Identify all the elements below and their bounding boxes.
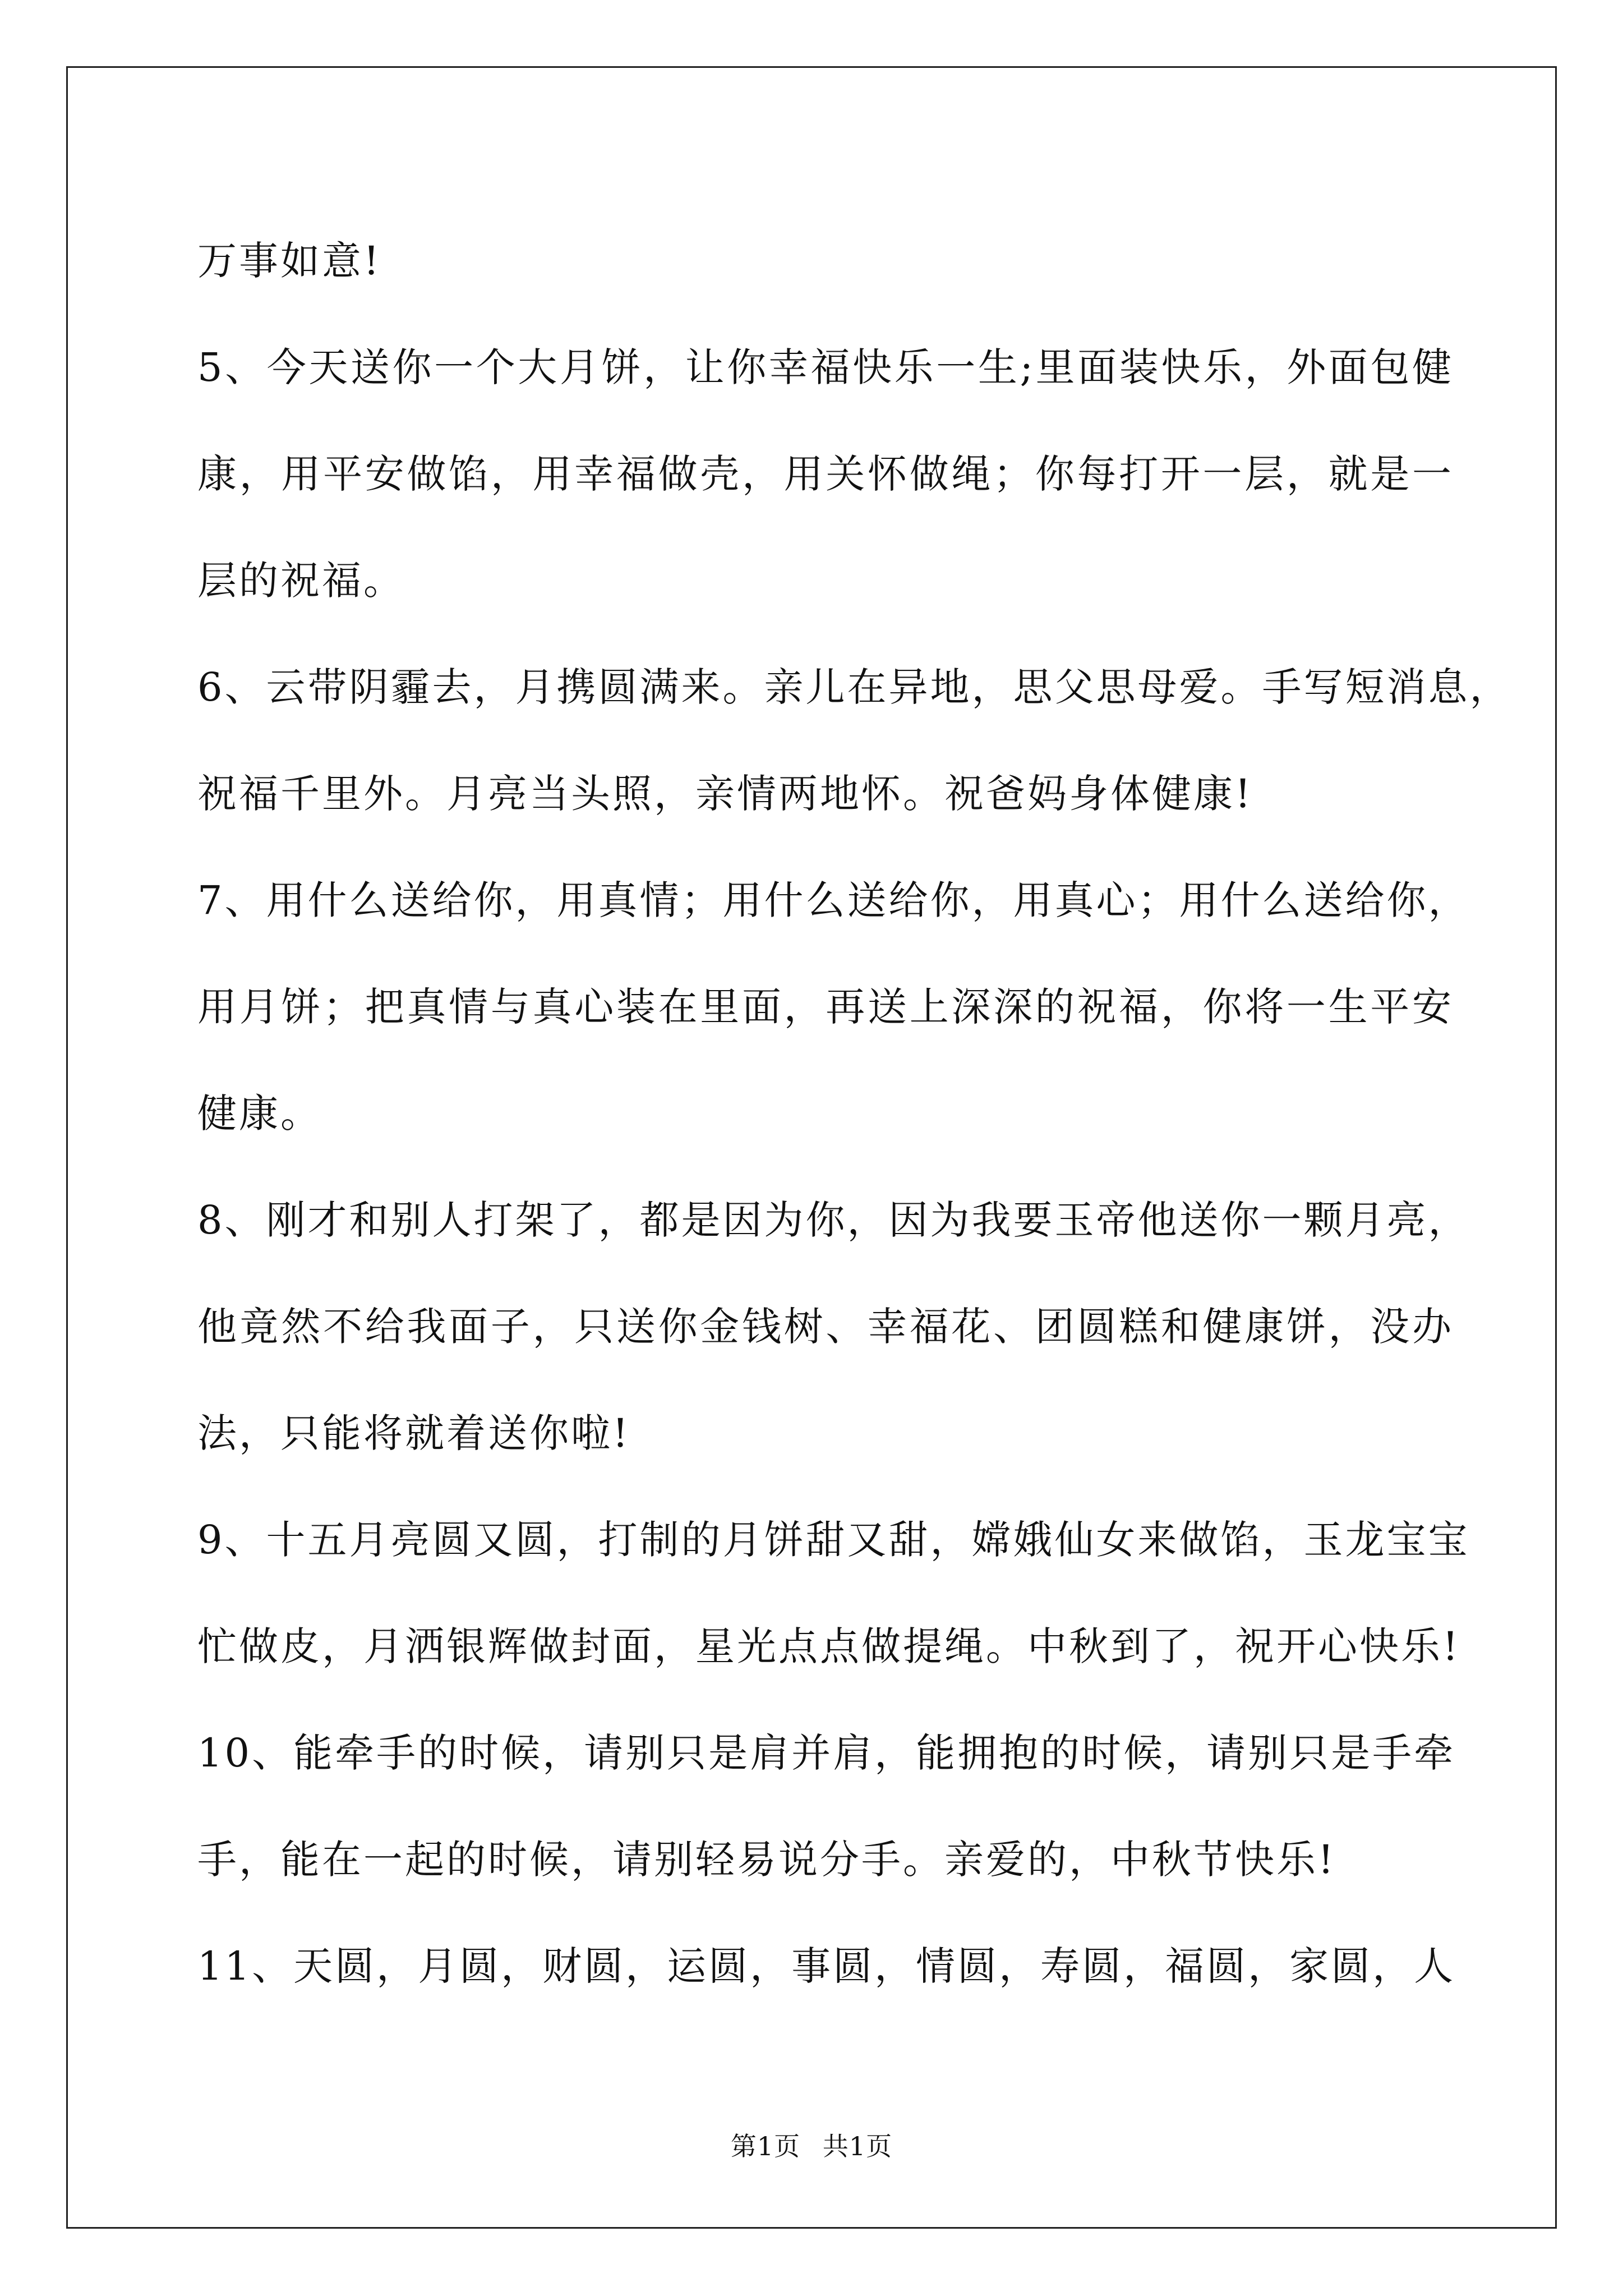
text-line: 祝福千里外。月亮当头照，亲情两地怀。祝爸妈身体健康! xyxy=(197,771,1253,817)
page-number: 第1页 xyxy=(730,2131,801,2161)
text-line: 9、十五月亮圆又圆，打制的月饼甜又甜，嫦娥仙女来做馅，玉龙宝宝 xyxy=(197,1517,1470,1563)
text-line: 10、能牵手的时候，请别只是肩并肩，能拥抱的时候，请别只是手牵 xyxy=(197,1730,1456,1776)
text-line: 6、云带阴霾去，月携圆满来。亲儿在异地，思父思母爱。手写短消息， xyxy=(197,664,1511,710)
text-line: 8、刚才和别人打架了，都是因为你，因为我要玉帝他送你一颗月亮， xyxy=(197,1197,1470,1243)
text-line: 用月饼；把真情与真心装在里面，再送上深深的祝福，你将一生平安 xyxy=(197,984,1454,1030)
text-line: 万事如意! xyxy=(197,238,382,284)
document-body xyxy=(197,208,1511,2019)
page-footer xyxy=(0,2126,1623,2163)
text-line: 7、用什么送给你，用真情；用什么送给你，用真心；用什么送给你， xyxy=(197,877,1470,923)
text-line: 11、天圆，月圆，财圆，运圆，事圆，情圆，寿圆，福圆，家圆，人 xyxy=(197,1943,1456,1989)
text-line: 手，能在一起的时候，请别轻易说分手。亲爱的，中秋节快乐! xyxy=(197,1837,1336,1883)
page-total: 共1页 xyxy=(822,2131,893,2161)
text-line: 健康。 xyxy=(197,1091,322,1137)
text-line: 法，只能将就着送你啦! xyxy=(197,1410,631,1456)
text-line: 忙做皮，月洒银辉做封面，星光点点做提绳。中秋到了，祝开心快乐! xyxy=(197,1623,1461,1669)
text-line: 5、今天送你一个大月饼，让你幸福快乐一生;里面装快乐，外面包健 xyxy=(197,344,1454,390)
text-line: 他竟然不给我面子，只送你金钱树、幸福花、团圆糕和健康饼，没办 xyxy=(197,1304,1454,1350)
text-line: 康，用平安做馅，用幸福做壳，用关怀做绳；你每打开一层，就是一 xyxy=(197,451,1454,497)
text-line: 层的祝福。 xyxy=(197,558,405,604)
